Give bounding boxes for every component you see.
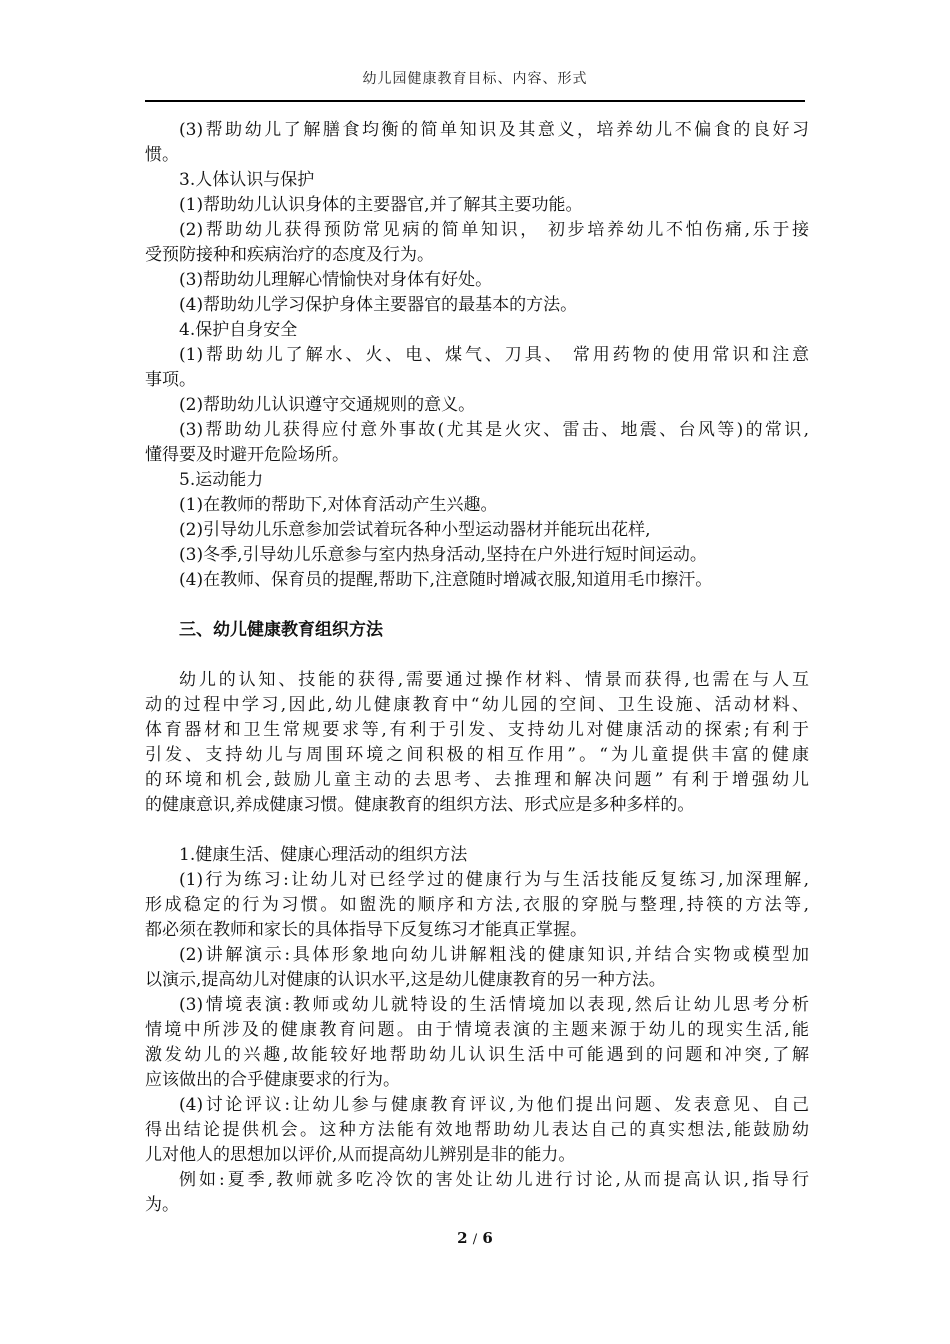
header-rule [145, 100, 805, 102]
text-line: 儿对他人的思想加以评价,从而提高幼儿辨别是非的能力。 [145, 1145, 576, 1165]
subheading: 5.运动能力 [179, 470, 264, 490]
text-line: 为。 [145, 1195, 179, 1215]
text-line: 形成稳定的行为习惯。如盥洗的顺序和方法,衣服的穿脱与整理,持筷的方法等, [145, 895, 809, 915]
document-body [145, 118, 809, 1218]
text-line: 例如:夏季,教师就多吃冷饮的害处让幼儿进行讨论,从而提高认识,指导行 [179, 1170, 809, 1190]
text-line: (3)情境表演:教师或幼儿就特设的生活情境加以表现,然后让幼儿思考分析 [179, 995, 809, 1015]
text-line: (1)帮助幼儿认识身体的主要器官,并了解其主要功能。 [179, 195, 583, 215]
section-heading: 三、幼儿健康教育组织方法 [179, 620, 383, 640]
text-line: (1)帮助幼儿了解水、火、电、煤气、刀具、 常用药物的使用常识和注意 [179, 345, 809, 365]
text-line: 得出结论提供机会。这种方法能有效地帮助幼儿表达自己的真实想法,能鼓励幼 [145, 1120, 809, 1140]
text-line: 的健康意识,养成健康习惯。健康教育的组织方法、形式应是多种多样的。 [145, 795, 695, 815]
page-separator: / [472, 1232, 478, 1247]
text-line: 懂得要及时避开危险场所。 [145, 445, 349, 465]
text-line: (2)帮助幼儿获得预防常见病的简单知识， 初步培养幼儿不怕伤痛,乐于接 [179, 220, 809, 240]
page-current: 2 [457, 1229, 468, 1247]
text-line: (2)讲解演示:具体形象地向幼儿讲解粗浅的健康知识,并结合实物或模型加 [179, 945, 809, 965]
page-number [145, 1229, 805, 1247]
text-line: 幼儿的认知、技能的获得,需要通过操作材料、情景而获得,也需在与人互 [179, 670, 809, 690]
text-line: 的环境和机会,鼓励儿童主动的去思考、去推理和解决问题” 有利于增强幼儿 [145, 770, 809, 790]
text-line: (4)讨论评议:让幼儿参与健康教育评议,为他们提出问题、发表意见、自己 [179, 1095, 809, 1115]
spacer [145, 643, 809, 668]
text-line: 引发、支持幼儿与周围环境之间积极的相互作用”。“为儿童提供丰富的健康 [145, 745, 809, 765]
text-line: (1)在教师的帮助下,对体育活动产生兴趣。 [179, 495, 498, 515]
text-line: 情境中所涉及的健康教育问题。由于情境表演的主题来源于幼儿的现实生活,能 [145, 1020, 809, 1040]
text-line: (3)冬季,引导幼儿乐意参与室内热身活动,坚持在户外进行短时间运动。 [179, 545, 707, 565]
text-line: 惯。 [145, 145, 179, 165]
page-total: 6 [482, 1229, 493, 1247]
text-line: (3)帮助幼儿理解心情愉快对身体有好处。 [179, 270, 493, 290]
text-line: (2)引导幼儿乐意参加尝试着玩各种小型运动器材并能玩出花样, [179, 520, 651, 540]
text-line: 受预防接种和疾病治疗的态度及行为。 [145, 245, 434, 265]
subheading: 4.保护自身安全 [179, 320, 298, 340]
text-line: (3)帮助幼儿获得应付意外事故(尤其是火灾、雷击、地震、台风等)的常识, [179, 420, 809, 440]
spacer [145, 818, 809, 843]
spacer [145, 593, 809, 618]
subheading: 1.健康生活、健康心理活动的组织方法 [179, 845, 468, 865]
text-line: (3)帮助幼儿了解膳食均衡的简单知识及其意义，培养幼儿不偏食的良好习 [179, 120, 809, 140]
subheading: 3.人体认识与保护 [179, 170, 315, 190]
text-line: (2)帮助幼儿认识遵守交通规则的意义。 [179, 395, 476, 415]
text-line: 事项。 [145, 370, 196, 390]
text-line: 动的过程中学习,因此,幼儿健康教育中“幼儿园的空间、卫生设施、活动材料、 [145, 695, 809, 715]
text-line: 激发幼儿的兴趣,故能较好地帮助幼儿认识生活中可能遇到的问题和冲突,了解 [145, 1045, 809, 1065]
text-line: 体育器材和卫生常规要求等,有利于引发、支持幼儿对健康活动的探索;有利于 [145, 720, 809, 740]
text-line: 以演示,提高幼儿对健康的认识水平,这是幼儿健康教育的另一种方法。 [145, 970, 666, 990]
text-line: 都必须在教师和家长的具体指导下反复练习才能真正掌握。 [145, 920, 587, 940]
text-line: (4)在教师、保育员的提醒,帮助下,注意随时增减衣服,知道用毛巾擦汗。 [179, 570, 713, 590]
text-line: (4)帮助幼儿学习保护身体主要器官的最基本的方法。 [179, 295, 578, 315]
text-line: (1)行为练习:让幼儿对已经学过的健康行为与生活技能反复练习,加深理解, [179, 870, 809, 890]
text-line: 应该做出的合乎健康要求的行为。 [145, 1070, 400, 1090]
running-header: 幼儿园健康教育目标、内容、形式 [362, 71, 588, 87]
